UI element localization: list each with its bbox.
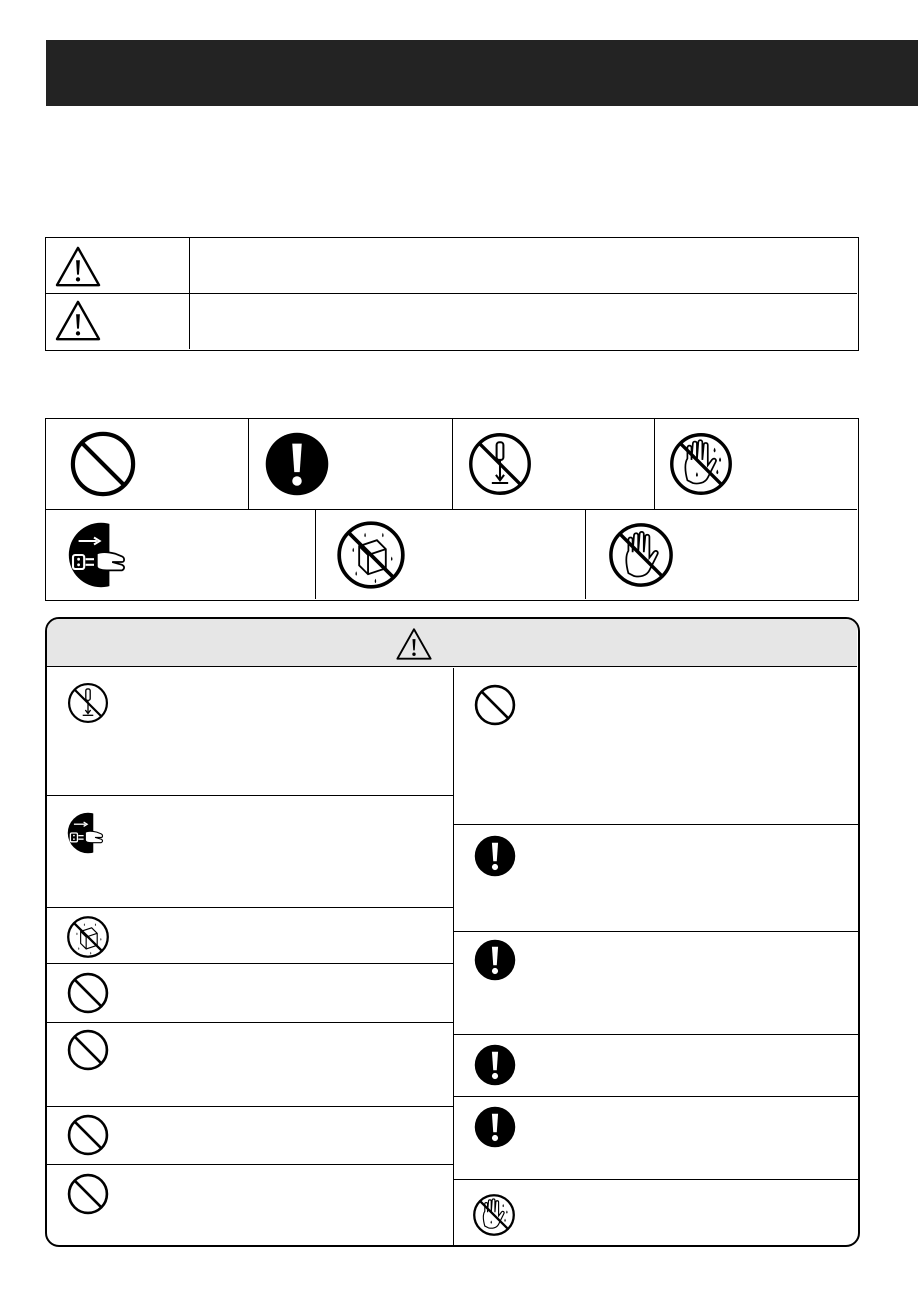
legend-cell-do-not-touch	[586, 510, 857, 599]
legend-cell-no-wet-hands	[655, 419, 857, 509]
warning-item	[454, 825, 857, 931]
warning-item	[47, 964, 453, 1022]
warning-panel-header	[47, 619, 857, 667]
warning-item	[47, 1107, 453, 1164]
levels-row-caution	[46, 294, 857, 349]
do-not-touch-icon	[606, 520, 676, 590]
warning-item	[454, 1180, 857, 1246]
warning-triangle-icon	[395, 627, 433, 661]
no-wet-hands-icon	[471, 1192, 517, 1238]
no-disassembly-icon	[66, 681, 110, 725]
prohibition-icon	[66, 971, 110, 1015]
prohibition-icon	[66, 1028, 110, 1072]
symbol-legend	[45, 418, 859, 601]
warning-item	[454, 932, 857, 1034]
warning-item	[47, 668, 453, 795]
legend-cell-prohibition	[46, 419, 248, 509]
unplug-icon	[66, 520, 136, 590]
no-disassembly-icon	[466, 430, 534, 498]
warning-item	[47, 1023, 453, 1106]
prohibition-icon	[66, 1113, 110, 1157]
legend-cell-no-water	[316, 510, 585, 599]
caution-triangle-icon	[54, 299, 102, 342]
signal-levels-table	[45, 237, 859, 351]
prohibition-icon	[66, 1172, 110, 1216]
warning-item	[47, 796, 453, 907]
legend-cell-unplug	[46, 510, 315, 599]
no-water-icon	[334, 518, 408, 592]
warning-panel	[45, 617, 860, 1247]
warning-item	[454, 668, 857, 824]
header-bar	[46, 40, 918, 106]
no-water-icon	[65, 914, 111, 960]
levels-row-warning	[46, 238, 857, 293]
no-wet-hands-icon	[667, 430, 735, 498]
warning-item	[47, 908, 453, 963]
mandatory-exclamation-icon	[473, 834, 517, 878]
warning-item	[454, 1097, 857, 1179]
prohibition-icon	[473, 683, 517, 727]
prohibition-icon	[68, 429, 138, 499]
warning-item	[454, 1035, 857, 1096]
legend-cell-no-disassembly	[453, 419, 654, 509]
mandatory-exclamation-icon	[473, 1043, 517, 1087]
mandatory-exclamation-icon	[263, 430, 331, 498]
warning-item	[47, 1165, 453, 1245]
warning-triangle-icon	[54, 245, 102, 288]
mandatory-exclamation-icon	[473, 1105, 517, 1149]
unplug-icon	[66, 811, 110, 855]
mandatory-exclamation-icon	[473, 938, 517, 982]
legend-cell-mandatory	[249, 419, 452, 509]
